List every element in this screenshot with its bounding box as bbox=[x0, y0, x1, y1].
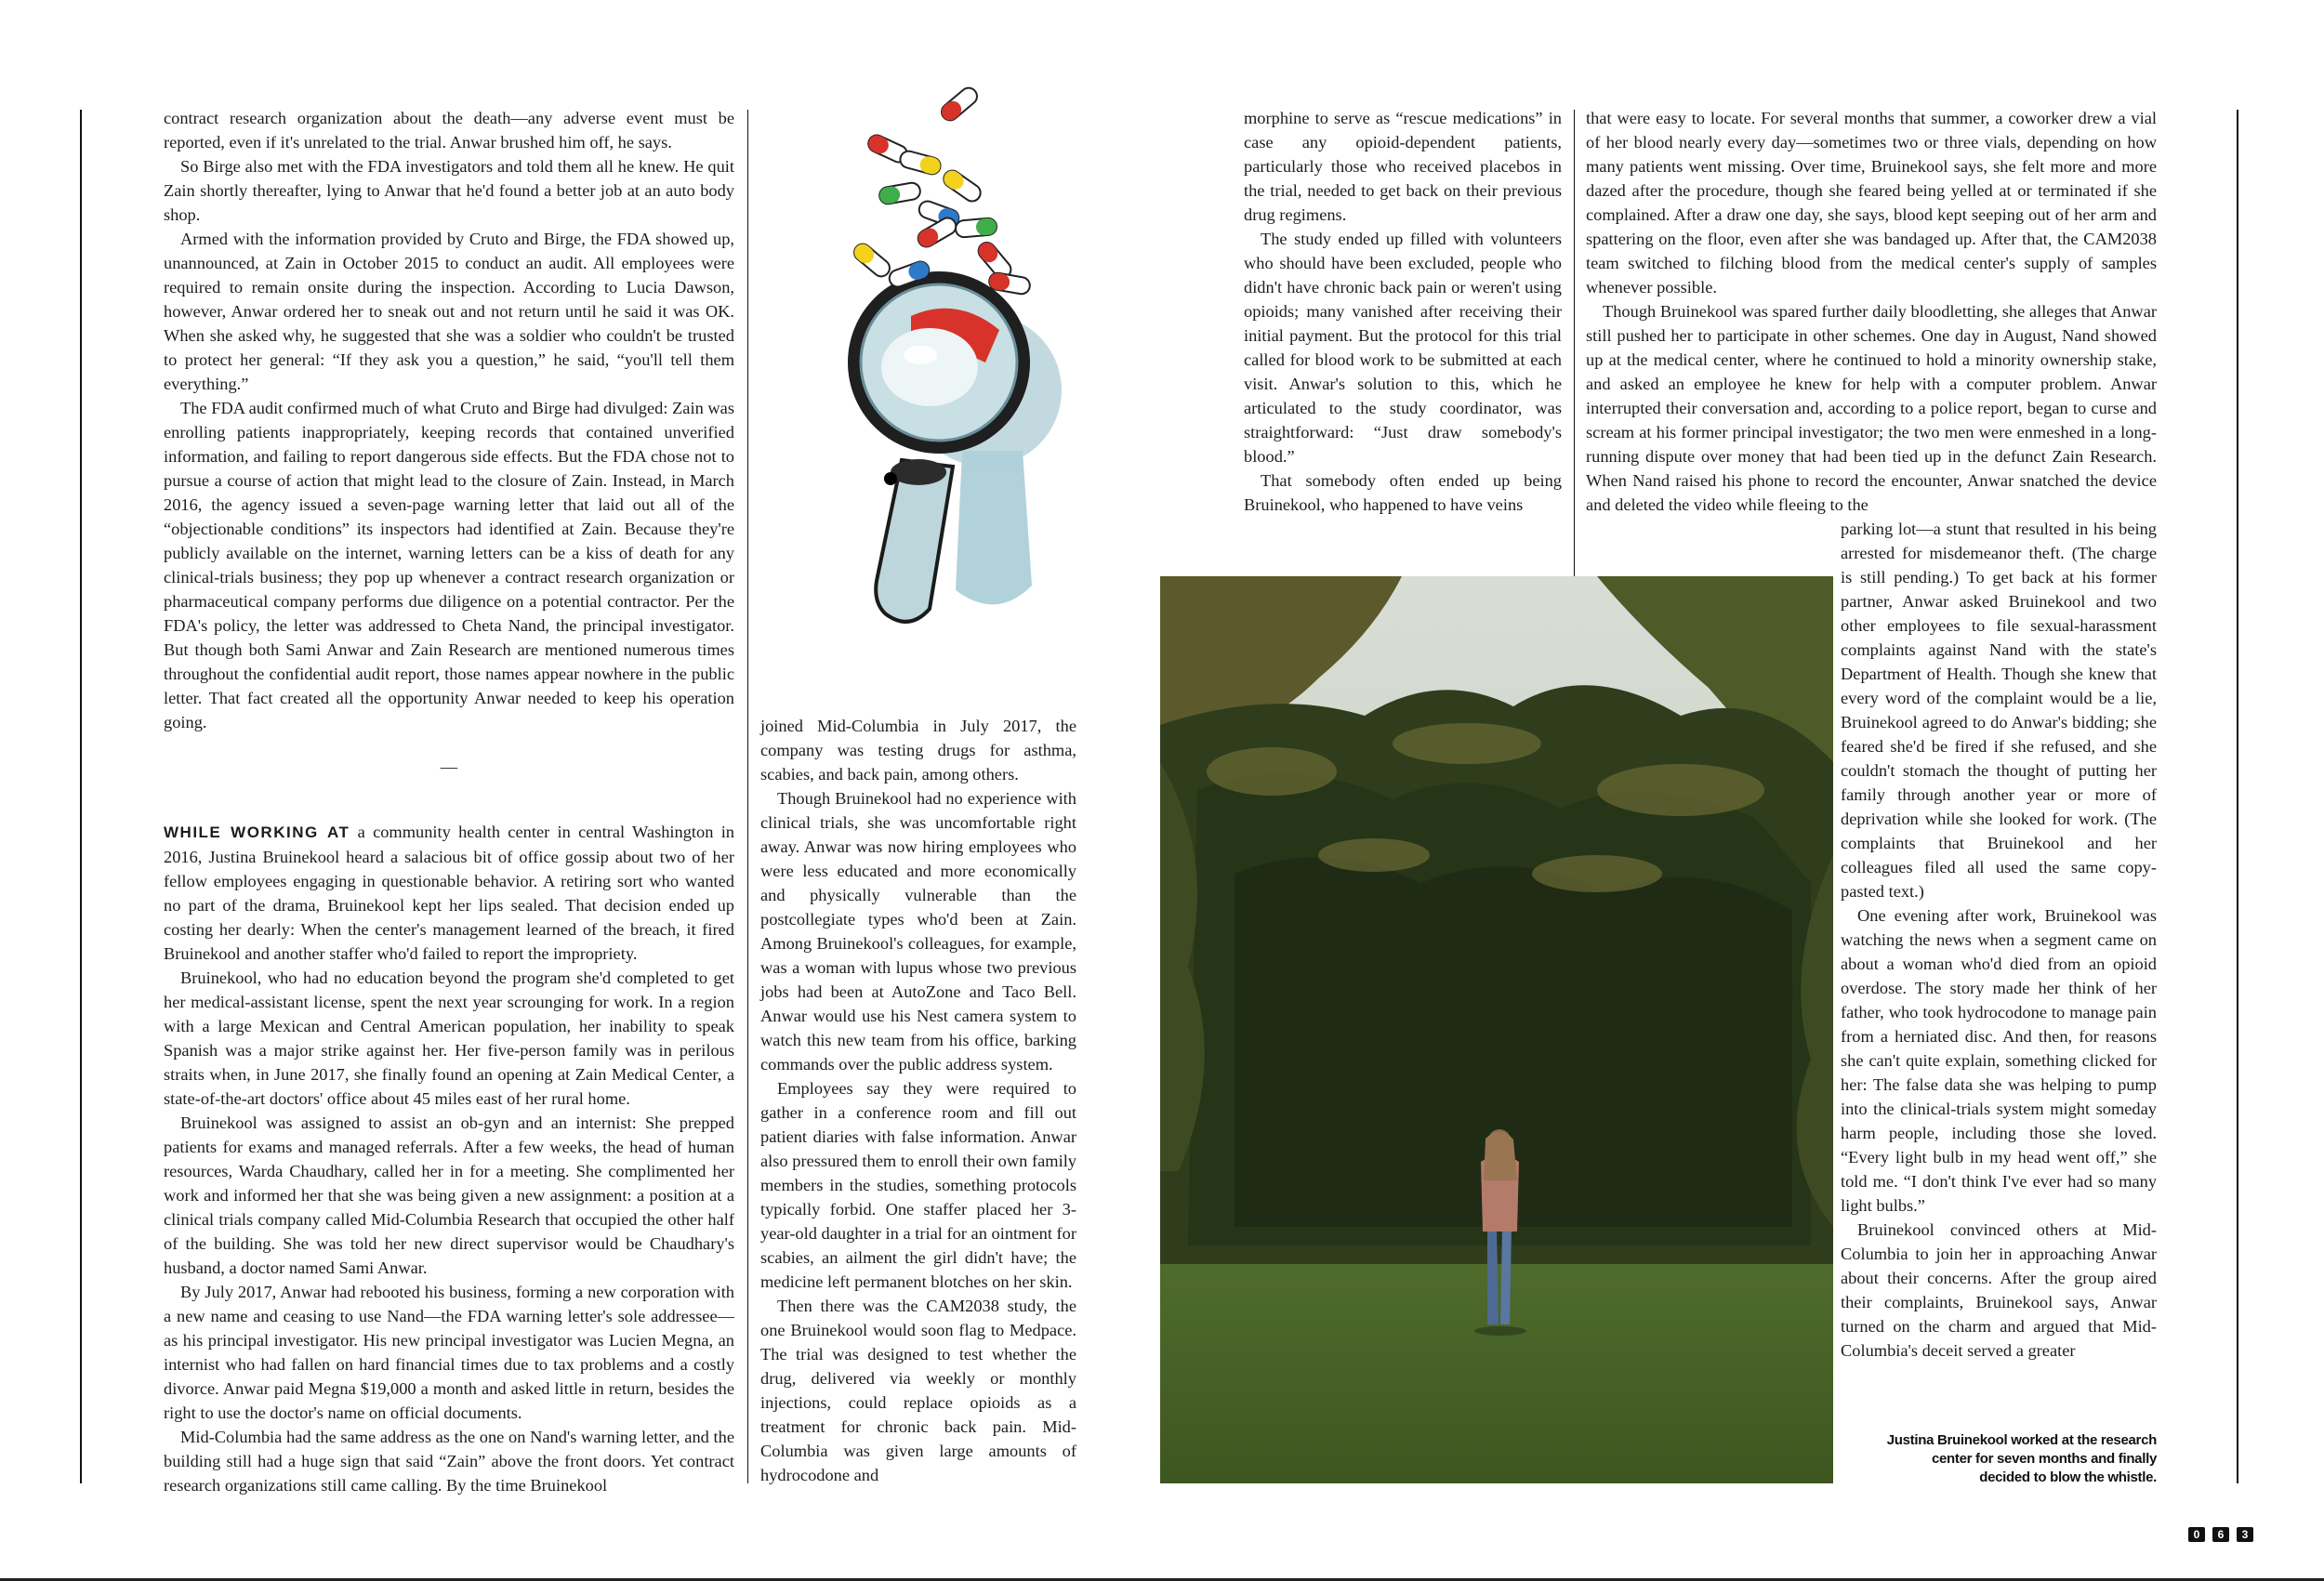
paragraph: Mid-Columbia had the same address as the one on Nand's warning letter, and the building still had a huge sign that said “Zain” above the front doors. Yet contract research organizations still came calling. By the time Bruinekool bbox=[164, 1428, 734, 1495]
paragraph: Bruinekool, who had no education beyond the program she'd completed to get her medical-assistant license, spent the next year scrounging for work. In a region with a large Mexican and Central American population, her inability to speak Spanish was a major strike against her. Her five-person family was in perilous straits when, in June 2017, she finally found an opening at Zain Medical Center, a state-of-the-art doctors' office about 45 miles east of her rural home. bbox=[164, 968, 734, 1108]
column-3 bbox=[1244, 106, 1562, 517]
paragraph: So Birge also met with the FDA investigators and told them all he knew. He quit Zain shortly thereafter, lying to Anwar that he'd found a better job at an auto body shop. bbox=[164, 157, 734, 224]
paragraph: Bruinekool was assigned to assist an ob-gyn and an internist: She prepped patients for exams and managed referrals. After a few weeks, the head of human resources, Warda Chaudhary, called her in for a meeting. She complimented her work and informed her that she was being given a new assignment: a position at a clinical trials company called Mid-Columbia Research that occupied the other half of the building. She was told her new direct supervisor would be Chaudhary's husband, a doctor named Sami Anwar. bbox=[164, 1113, 734, 1277]
rule-right-margin bbox=[2237, 110, 2238, 1483]
paragraph: contract research organization about the death—any adverse event must be reported, even if it's unrelated to the trial. Anwar brushed him off, he says. bbox=[164, 109, 734, 152]
paragraph: That somebody often ended up being Bruinekool, who happened to have veins bbox=[1244, 471, 1562, 514]
paragraph: One evening after work, Bruinekool was watching the news when a segment came on about a woman who'd died from an opioid overdose. The story made her think of her father, who took hydrocodone to manage pain from a herniated disc. And then, for reasons she can't quite explain, something clicked for her: The false data she was helping to pump into the clinical-trials system might someday harm people, including those she loved. “Every light bulb in my head went off,” she told me. “I don't think I've ever had so many light bulbs.” bbox=[1841, 906, 2157, 1215]
section-divider: — bbox=[440, 758, 458, 776]
paragraph: Then there was the CAM2038 study, the one Bruinekool would soon flag to Medpace. The trial was designed to test whether the drug, delivered via weekly or monthly injections, could replace opioids as a treatment for chronic back pain. Mid-Columbia was given large amounts of hydrocodone and bbox=[760, 1297, 1076, 1484]
page-number bbox=[2188, 1527, 2253, 1542]
rule-left-margin bbox=[80, 110, 82, 1483]
paragraph: morphine to serve as “rescue medications” in case any opioid-dependent patients, particularly those who received placebos in the trial, needed to get back on their previous drug regimens. bbox=[1244, 109, 1562, 224]
paragraph: Employees say they were required to gather in a conference room and fill out patient diaries with false information. Anwar also pressured them to enroll their own family members in the studies, something protocols typically forbid. One staffer placed her 3-year-old daughter in a trial for an ointment for scabies, an ailment the girl didn't have; the medicine left permanent blotches on her skin. bbox=[760, 1079, 1076, 1291]
page-number-digit: 3 bbox=[2237, 1527, 2253, 1542]
page-number-digit: 6 bbox=[2212, 1527, 2229, 1542]
paragraph: By July 2017, Anwar had rebooted his business, forming a new corporation with a new name and ceasing to use Nand—the FDA warning letter's sole addressee—as his principal investigator. His new principal investigator was Lucien Megna, an internist who had fallen on hard financial times due to tax problems and a costly divorce. Anwar paid Megna $19,000 a month and asked little in return, besides the right to use the doctor's name on official documents. bbox=[164, 1283, 734, 1422]
paragraph-lead: WHILE WORKING AT a community health center in central Washington in 2016, Justina Bruinekool heard a salacious bit of office gossip about two of her fellow employees engaging in questionable behavior. A retiring sort who wanted no part of the drama, Bruinekool kept her lips sealed. That decision ended up costing her dearly: When the center's management learned of the breach, it fired Bruinekool and another staffer who'd failed to report the impropriety. bbox=[164, 823, 734, 963]
paragraph: Though Bruinekool had no experience with clinical trials, she was uncomfortable right away. Anwar was now hiring employees who were less educated and more economically and physically vulnerable than the postcollegiate types who'd been at Zain. Among Bruinekool's colleagues, for example, was a woman with lupus whose two previous jobs had been at AutoZone and Taco Bell. Anwar would use his Nest camera system to watch this new team from his office, barking commands over the public address system. bbox=[760, 789, 1076, 1074]
paragraph: parking lot—a stunt that resulted in his being arrested for misdemeanor theft. (The charge is still pending.) To get back at his former partner, Anwar asked Bruinekool and two other employees to file sexual-harassment complaints against Nand with the state's Department of Health. Though she knew that every word of the complaint would be a lie, Bruinekool agreed to do Anwar's bidding; she feared she'd be fired if she refused, and she couldn't stomach the thought of putting her family through another year or more of deprivation while she looked for work. (The complaints that Bruinekool and her colleagues filed all used the same copy-pasted text.) bbox=[1841, 520, 2157, 901]
paragraph: that were easy to locate. For several months that summer, a coworker drew a vial of her blood nearly every day—sometimes two or three vials, depending on how many patients went missing. Over time, Bruinekool says, she felt more and more dazed after the procedure, though she feared being yelled at or terminated if she complained. After a draw one day, she says, blood kept seeping out of her arm and spattering on the floor, even after she was bandaged up. After that, the CAM2038 team switched to filching blood from the medical center's supply of samples whenever possible. bbox=[1586, 109, 2157, 296]
paragraph: Bruinekool convinced others at Mid-Columbia to join her in approaching Anwar about their concerns. After the group aired their complaints, Bruinekool says, Anwar turned on the charm and argued that Mid-Columbia's deceit served a greater bbox=[1841, 1220, 2157, 1360]
paragraph: The study ended up filled with volunteers who should have been excluded, people who didn't have chronic back pain or weren't using opioids; many vanished after receiving their initial payment. But the protocol for this trial called for blood work to be submitted at each visit. Anwar's solution to this, which he articulated to the study coordinator, was straightforward: “Just draw somebody's blood.” bbox=[1244, 230, 1562, 466]
page-number-digit: 0 bbox=[2188, 1527, 2205, 1542]
section-lead-in: WHILE WORKING AT bbox=[164, 823, 350, 841]
photo-caption: Justina Bruinekool worked at the research center for seven months and finally decided to blow the whistle. bbox=[1886, 1432, 2157, 1485]
photo-woman-among-trees bbox=[1160, 576, 1833, 1488]
column-2 bbox=[760, 714, 1076, 1487]
paragraph: Though Bruinekool was spared further daily bloodletting, she alleges that Anwar still pushed her to participate in other schemes. One day in August, Nand showed up at the medical center, where he continued to hold a minority ownership stake, and asked an employee he knew for help with a computer problem. Anwar interrupted their conversation and, according to a police report, began to curse and scream at his former principal investigator; the two men were enmeshed in a long-running dispute over money that had been tied up in the defunct Zain Research. When Nand raised his phone to record the encounter, Anwar snatched the device and deleted the video while fleeing to the bbox=[1586, 302, 2157, 514]
pill-capsules-illustration bbox=[799, 84, 1097, 632]
column-5 bbox=[1841, 517, 2157, 1363]
paragraph: joined Mid-Columbia in July 2017, the company was testing drugs for asthma, scabies, and back pain, among others. bbox=[760, 717, 1076, 784]
paragraph: Armed with the information provided by Cruto and Birge, the FDA showed up, unannounced, at Zain in October 2015 to conduct an audit. All employees were required to remain onsite during the inspection. According to Lucia Dawson, however, Anwar ordered her to sneak out and not return until he said it was OK. When she asked why, he suggested that she was a soldier who couldn't be trusted to protect her general: “If they ask you a question,” he said, “you'll tell them everything.” bbox=[164, 230, 734, 393]
rule-col3-col4 bbox=[1574, 110, 1575, 576]
column-1 bbox=[164, 106, 734, 1497]
paragraph: The FDA audit confirmed much of what Cruto and Birge had divulged: Zain was enrolling patients inappropriately, keeping records that contained unverified information, and failing to report dangerous side effects. But the FDA chose not to pursue a course of action that might lead to the closure of Zain. Instead, in March 2016, the agency issued a seven-page warning letter that laid out all of the “objectionable conditions” its inspectors had identified at Zain. Because they're publicly available on the internet, warning letters can be a kiss of death for any clinical-trials business; they pop up whenever a contract research organization or pharmaceutical company performs due diligence on a potential contractor. Per the FDA's policy, the letter was addressed to Cheta Nand, the principal investigator. But though both Sami Anwar and Zain Research are mentioned numerous times throughout the confidential audit report, those names appear nowhere in the public letter. That fact created all the opportunity Anwar needed to keep his operation going. bbox=[164, 399, 734, 731]
column-4 bbox=[1586, 106, 2157, 517]
magnifying-glass-illustration bbox=[799, 84, 1097, 637]
rule-col1-col2 bbox=[747, 110, 748, 1483]
